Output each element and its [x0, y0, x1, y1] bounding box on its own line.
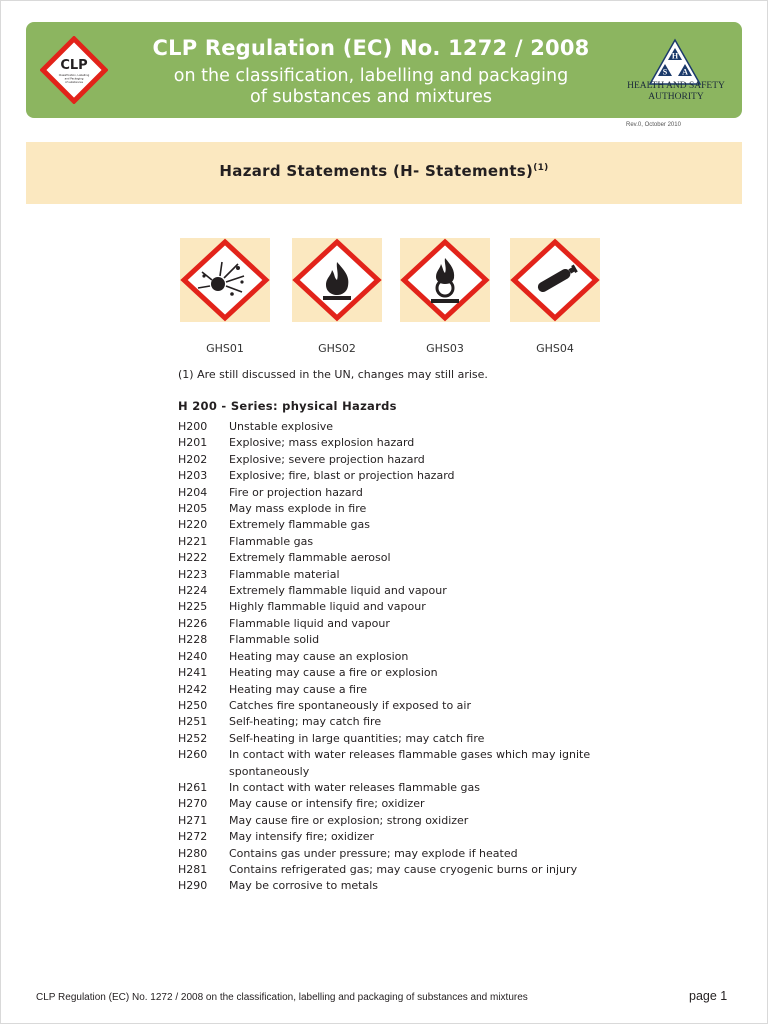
- hsa-letter-a: A: [682, 67, 688, 77]
- flame-icon: [292, 238, 382, 322]
- hazard-text: Flammable liquid and vapour: [229, 616, 390, 630]
- hazard-statement-row: [178, 780, 598, 796]
- document-subtitle: [126, 66, 616, 108]
- hazard-code: H290: [178, 879, 208, 893]
- revision-note: Rev.0, October 2010: [626, 122, 681, 128]
- hazard-statement-row: [178, 829, 598, 845]
- hsa-letter-s: S: [662, 67, 668, 77]
- hazard-statement-row: [178, 583, 598, 599]
- hazard-code: H242: [178, 682, 208, 696]
- gas-cylinder-icon: [510, 238, 600, 322]
- hazard-code: H200: [178, 420, 208, 433]
- clp-logo: [40, 36, 108, 104]
- hazard-text: May mass explode in fire: [229, 502, 367, 516]
- section-title-text: Hazard Statements (H- Statements): [219, 162, 534, 180]
- hazard-statement-row: [178, 485, 598, 501]
- hazard-code: H241: [178, 666, 208, 680]
- header-band: [26, 22, 742, 118]
- hazard-code: H260: [178, 748, 208, 762]
- hazard-text: Heating may cause a fire: [229, 682, 368, 696]
- hazard-statement-row: [178, 714, 598, 730]
- hazard-text: May be corrosive to metals: [229, 879, 379, 893]
- hsa-name-line-1: HEALTH AND SAFETY: [627, 81, 725, 91]
- hazard-statement-row: [178, 878, 598, 894]
- hazard-text: Heating may cause an explosion: [229, 649, 409, 663]
- hazard-text: Explosive; fire, blast or projection hazard: [229, 469, 455, 483]
- hazard-text: Fire or projection hazard: [229, 485, 363, 499]
- hazard-code: H251: [178, 715, 208, 729]
- section-title: [26, 162, 742, 180]
- hazard-text: Catches fire spontaneously if exposed to air: [229, 698, 471, 712]
- hazard-code: H221: [178, 534, 208, 548]
- hazard-code: H271: [178, 813, 208, 827]
- hazard-statement-row: [178, 419, 598, 435]
- hazard-text: Flammable solid: [229, 633, 320, 647]
- hazard-code: H261: [178, 780, 208, 794]
- svg-text:of substances: of substances: [65, 81, 83, 84]
- svg-text:and Packaging: and Packaging: [64, 77, 84, 81]
- hazard-code: H250: [178, 698, 208, 712]
- hazard-text: Contains refrigerated gas; may cause cryogenic burns or injury: [229, 862, 578, 876]
- subtitle-line-1: on the classification, labelling and packaging: [173, 66, 569, 86]
- hazard-statement-row: [178, 567, 598, 583]
- hazard-statement-row: [178, 517, 598, 533]
- hazard-text: May cause fire or explosion; strong oxidizer: [229, 813, 469, 827]
- hazard-code: H252: [178, 731, 208, 745]
- hazard-text: May intensify fire; oxidizer: [229, 830, 375, 844]
- hazard-code: H225: [178, 600, 208, 614]
- hazard-text: Unstable explosive: [229, 420, 334, 433]
- hazard-statement-row: [178, 665, 598, 681]
- hazard-statement-list: [178, 419, 598, 895]
- hazard-text: Explosive; mass explosion hazard: [229, 436, 415, 450]
- hazard-code: H222: [178, 551, 208, 565]
- hazard-code: H226: [178, 616, 208, 630]
- hazard-text: Highly flammable liquid and vapour: [229, 600, 426, 614]
- hazard-text: Self-heating; may catch fire: [229, 715, 382, 729]
- hazard-statement-row: [178, 698, 598, 714]
- clp-logo-text: CLP: [60, 58, 88, 73]
- hazard-statement-row: [178, 813, 598, 829]
- hazard-code: H280: [178, 846, 208, 860]
- hazard-code: H240: [178, 649, 208, 663]
- hazard-text: Extremely flammable gas: [229, 518, 370, 532]
- hazard-text: Heating may cause a fire or explosion: [229, 666, 438, 680]
- footer-text: CLP Regulation (EC) No. 1272 / 2008 on the classification, labelling and packaging of substances and mixtures: [36, 992, 528, 1003]
- hazard-statement-row: [178, 550, 598, 566]
- hazard-statement-row: [178, 632, 598, 648]
- hazard-statement-row: [178, 796, 598, 812]
- hazard-code: H202: [178, 452, 208, 466]
- series-heading: H 200 - Series: physical Hazards: [178, 399, 397, 413]
- hazard-statement-row: [178, 501, 598, 517]
- pictogram-label-ghs01: GHS01: [206, 342, 244, 355]
- hazard-statement-row: [178, 862, 598, 878]
- hsa-logo: [620, 38, 730, 86]
- pictogram-ghs04: [510, 238, 600, 322]
- hazard-statement-row: [178, 747, 598, 780]
- footnote-mark: (1): [533, 163, 549, 173]
- hazard-code: H270: [178, 797, 208, 811]
- page-number: page 1: [689, 989, 728, 1003]
- hazard-statement-row: [178, 534, 598, 550]
- hazard-text: Extremely flammable aerosol: [229, 551, 391, 565]
- hazard-statement-row: [178, 452, 598, 468]
- hsa-letter-h: H: [671, 51, 679, 61]
- document-title: CLP Regulation (EC) No. 1272 / 2008: [152, 36, 590, 60]
- hazard-code: H201: [178, 436, 208, 450]
- hazard-statement-row: [178, 468, 598, 484]
- pictogram-label-ghs04: GHS04: [536, 342, 574, 355]
- hazard-statement-row: [178, 599, 598, 615]
- flame-over-circle-icon: [400, 238, 490, 322]
- hazard-code: H224: [178, 584, 208, 598]
- hazard-code: H281: [178, 862, 208, 876]
- hazard-code: H220: [178, 518, 208, 532]
- hazard-statement-row: [178, 435, 598, 451]
- hazard-text: In contact with water releases flammable gas: [229, 780, 480, 794]
- section-banner: [26, 142, 742, 204]
- hazard-statement-row: [178, 846, 598, 862]
- hazard-code: H228: [178, 633, 208, 647]
- hazard-text: Flammable gas: [229, 534, 314, 548]
- hsa-name-line-2: AUTHORITY: [648, 92, 704, 102]
- pictogram-ghs03: [400, 238, 490, 322]
- hazard-code: H204: [178, 485, 208, 499]
- hazard-text: In contact with water releases flammable gases which may ignite spontaneously: [229, 748, 591, 778]
- pictogram-ghs01: [180, 238, 270, 322]
- exploding-bomb-icon: [180, 238, 270, 322]
- hazard-text: Extremely flammable liquid and vapour: [229, 584, 447, 598]
- hazard-text: Self-heating in large quantities; may catch fire: [229, 731, 485, 745]
- hazard-statement-row: [178, 731, 598, 747]
- pictogram-label-ghs02: GHS02: [318, 342, 356, 355]
- hazard-text: May cause or intensify fire; oxidizer: [229, 797, 425, 811]
- footnote-text: (1) Are still discussed in the UN, changes may still arise.: [178, 368, 488, 381]
- hazard-code: H223: [178, 567, 208, 581]
- subtitle-line-2: of substances and mixtures: [249, 87, 492, 107]
- hazard-statement-row: [178, 616, 598, 632]
- hazard-text: Flammable material: [229, 567, 340, 581]
- hsa-name: [616, 81, 736, 103]
- hazard-text: Contains gas under pressure; may explode if heated: [229, 846, 518, 860]
- hazard-code: H272: [178, 830, 208, 844]
- hazard-code: H203: [178, 469, 208, 483]
- pictogram-label-ghs03: GHS03: [426, 342, 464, 355]
- hazard-code: H205: [178, 502, 208, 516]
- svg-text:Classification, Labelling: Classification, Labelling: [58, 74, 90, 77]
- hazard-statement-row: [178, 682, 598, 698]
- hazard-statement-row: [178, 649, 598, 665]
- pictogram-ghs02: [292, 238, 382, 322]
- hazard-text: Explosive; severe projection hazard: [229, 452, 425, 466]
